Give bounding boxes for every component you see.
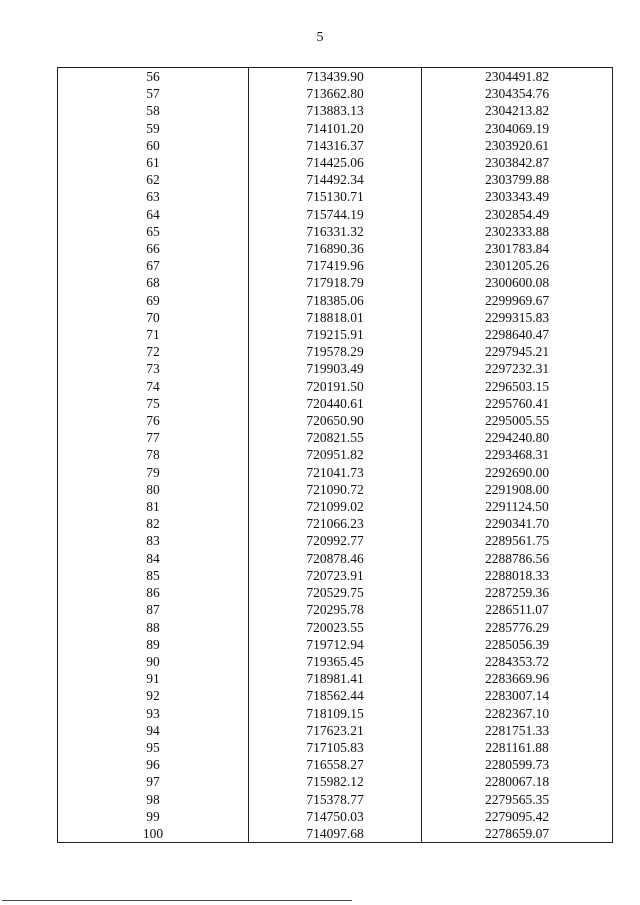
y-coordinate-cell: 2279565.35 [422,791,613,808]
x-coordinate-cell: 716331.32 [249,223,422,240]
y-coordinate-cell: 2304213.82 [422,102,613,119]
table-row [58,619,613,636]
page-number: 5 [316,30,324,45]
point-number-cell: 84 [58,550,249,567]
y-coordinate-cell: 2291908.00 [422,481,613,498]
point-number-cell: 96 [58,756,249,773]
table-row [58,550,613,567]
y-coordinate-cell: 2303842.87 [422,154,613,171]
y-coordinate-cell: 2304069.19 [422,120,613,137]
point-number-cell: 58 [58,102,249,119]
y-coordinate-cell: 2304354.76 [422,85,613,102]
x-coordinate-cell: 719215.91 [249,326,422,343]
x-coordinate-cell: 716890.36 [249,240,422,257]
x-coordinate-cell: 714097.68 [249,825,422,843]
coordinates-table [57,67,613,843]
point-number-cell: 78 [58,446,249,463]
y-coordinate-cell: 2298640.47 [422,326,613,343]
table-row [58,481,613,498]
y-coordinate-cell: 2303343.49 [422,188,613,205]
point-number-cell: 61 [58,154,249,171]
y-coordinate-cell: 2280599.73 [422,756,613,773]
x-coordinate-cell: 713662.80 [249,85,422,102]
table-row [58,773,613,790]
table-row [58,154,613,171]
y-coordinate-cell: 2280067.18 [422,773,613,790]
coordinates-table-body [58,68,613,843]
point-number-cell: 85 [58,567,249,584]
x-coordinate-cell: 718109.15 [249,705,422,722]
x-coordinate-cell: 720650.90 [249,412,422,429]
point-number-cell: 66 [58,240,249,257]
table-row [58,171,613,188]
y-coordinate-cell: 2282367.10 [422,705,613,722]
point-number-cell: 79 [58,464,249,481]
x-coordinate-cell: 718981.41 [249,670,422,687]
y-coordinate-cell: 2299969.67 [422,292,613,309]
table-row [58,446,613,463]
x-coordinate-cell: 718818.01 [249,309,422,326]
point-number-cell: 91 [58,670,249,687]
x-coordinate-cell: 713439.90 [249,68,422,86]
x-coordinate-cell: 721066.23 [249,515,422,532]
y-coordinate-cell: 2301205.26 [422,257,613,274]
table-row [58,240,613,257]
point-number-cell: 97 [58,773,249,790]
y-coordinate-cell: 2289561.75 [422,532,613,549]
x-coordinate-cell: 718562.44 [249,687,422,704]
table-row [58,257,613,274]
x-coordinate-cell: 721041.73 [249,464,422,481]
y-coordinate-cell: 2299315.83 [422,309,613,326]
y-coordinate-cell: 2283007.14 [422,687,613,704]
point-number-cell: 74 [58,378,249,395]
y-coordinate-cell: 2295760.41 [422,395,613,412]
y-coordinate-cell: 2302333.88 [422,223,613,240]
y-coordinate-cell: 2303920.61 [422,137,613,154]
point-number-cell: 67 [58,257,249,274]
table-row [58,292,613,309]
x-coordinate-cell: 719903.49 [249,360,422,377]
point-number-cell: 68 [58,274,249,291]
x-coordinate-cell: 715982.12 [249,773,422,790]
y-coordinate-cell: 2303799.88 [422,171,613,188]
point-number-cell: 95 [58,739,249,756]
x-coordinate-cell: 720191.50 [249,378,422,395]
point-number-cell: 72 [58,343,249,360]
y-coordinate-cell: 2279095.42 [422,808,613,825]
x-coordinate-cell: 714316.37 [249,137,422,154]
y-coordinate-cell: 2291124.50 [422,498,613,515]
point-number-cell: 89 [58,636,249,653]
y-coordinate-cell: 2286511.07 [422,601,613,618]
table-row [58,670,613,687]
x-coordinate-cell: 717105.83 [249,739,422,756]
table-row [58,309,613,326]
point-number-cell: 57 [58,85,249,102]
point-number-cell: 56 [58,68,249,86]
x-coordinate-cell: 714492.34 [249,171,422,188]
x-coordinate-cell: 715744.19 [249,206,422,223]
point-number-cell: 64 [58,206,249,223]
x-coordinate-cell: 714750.03 [249,808,422,825]
y-coordinate-cell: 2285056.39 [422,636,613,653]
y-coordinate-cell: 2297232.31 [422,360,613,377]
table-row [58,360,613,377]
y-coordinate-cell: 2283669.96 [422,670,613,687]
table-row [58,223,613,240]
point-number-cell: 100 [58,825,249,843]
point-number-cell: 80 [58,481,249,498]
y-coordinate-cell: 2301783.84 [422,240,613,257]
x-coordinate-cell: 714425.06 [249,154,422,171]
x-coordinate-cell: 715378.77 [249,791,422,808]
x-coordinate-cell: 719712.94 [249,636,422,653]
table-row [58,532,613,549]
point-number-cell: 93 [58,705,249,722]
y-coordinate-cell: 2278659.07 [422,825,613,843]
table-row [58,188,613,205]
table-row [58,601,613,618]
table-row [58,653,613,670]
x-coordinate-cell: 717623.21 [249,722,422,739]
table-row [58,429,613,446]
x-coordinate-cell: 721099.02 [249,498,422,515]
y-coordinate-cell: 2292690.00 [422,464,613,481]
table-row [58,808,613,825]
table-row [58,378,613,395]
table-row [58,756,613,773]
table-row [58,636,613,653]
x-coordinate-cell: 720821.55 [249,429,422,446]
y-coordinate-cell: 2285776.29 [422,619,613,636]
point-number-cell: 90 [58,653,249,670]
point-number-cell: 82 [58,515,249,532]
table-row [58,343,613,360]
x-coordinate-cell: 719365.45 [249,653,422,670]
x-coordinate-cell: 720878.46 [249,550,422,567]
x-coordinate-cell: 717419.96 [249,257,422,274]
point-number-cell: 70 [58,309,249,326]
point-number-cell: 88 [58,619,249,636]
x-coordinate-cell: 716558.27 [249,756,422,773]
point-number-cell: 98 [58,791,249,808]
table-row [58,584,613,601]
x-coordinate-cell: 720529.75 [249,584,422,601]
y-coordinate-cell: 2293468.31 [422,446,613,463]
point-number-cell: 81 [58,498,249,515]
point-number-cell: 73 [58,360,249,377]
y-coordinate-cell: 2287259.36 [422,584,613,601]
point-number-cell: 75 [58,395,249,412]
x-coordinate-cell: 713883.13 [249,102,422,119]
point-number-cell: 99 [58,808,249,825]
x-coordinate-cell: 721090.72 [249,481,422,498]
y-coordinate-cell: 2290341.70 [422,515,613,532]
table-row [58,206,613,223]
table-row [58,137,613,154]
y-coordinate-cell: 2281161.88 [422,739,613,756]
table-row [58,120,613,137]
point-number-cell: 71 [58,326,249,343]
table-row [58,464,613,481]
table-row [58,395,613,412]
table-row [58,412,613,429]
table-row [58,722,613,739]
y-coordinate-cell: 2288018.33 [422,567,613,584]
point-number-cell: 86 [58,584,249,601]
table-row [58,274,613,291]
y-coordinate-cell: 2294240.80 [422,429,613,446]
table-row [58,102,613,119]
point-number-cell: 76 [58,412,249,429]
table-row [58,326,613,343]
y-coordinate-cell: 2302854.49 [422,206,613,223]
point-number-cell: 69 [58,292,249,309]
y-coordinate-cell: 2300600.08 [422,274,613,291]
table-row [58,791,613,808]
y-coordinate-cell: 2296503.15 [422,378,613,395]
point-number-cell: 87 [58,601,249,618]
table-row [58,515,613,532]
y-coordinate-cell: 2281751.33 [422,722,613,739]
point-number-cell: 92 [58,687,249,704]
table-row [58,85,613,102]
y-coordinate-cell: 2284353.72 [422,653,613,670]
point-number-cell: 77 [58,429,249,446]
point-number-cell: 63 [58,188,249,205]
table-row [58,705,613,722]
table-row [58,739,613,756]
point-number-cell: 94 [58,722,249,739]
y-coordinate-cell: 2295005.55 [422,412,613,429]
x-coordinate-cell: 720992.77 [249,532,422,549]
y-coordinate-cell: 2288786.56 [422,550,613,567]
x-coordinate-cell: 720295.78 [249,601,422,618]
x-coordinate-cell: 720951.82 [249,446,422,463]
y-coordinate-cell: 2297945.21 [422,343,613,360]
x-coordinate-cell: 717918.79 [249,274,422,291]
point-number-cell: 59 [58,120,249,137]
table-row [58,567,613,584]
table-row [58,825,613,843]
x-coordinate-cell: 719578.29 [249,343,422,360]
table-row [58,687,613,704]
point-number-cell: 62 [58,171,249,188]
table-row [58,68,613,86]
point-number-cell: 83 [58,532,249,549]
y-coordinate-cell: 2304491.82 [422,68,613,86]
x-coordinate-cell: 715130.71 [249,188,422,205]
x-coordinate-cell: 720023.55 [249,619,422,636]
x-coordinate-cell: 714101.20 [249,120,422,137]
footer-divider [2,900,352,901]
x-coordinate-cell: 720723.91 [249,567,422,584]
x-coordinate-cell: 720440.61 [249,395,422,412]
point-number-cell: 60 [58,137,249,154]
table-row [58,498,613,515]
point-number-cell: 65 [58,223,249,240]
x-coordinate-cell: 718385.06 [249,292,422,309]
